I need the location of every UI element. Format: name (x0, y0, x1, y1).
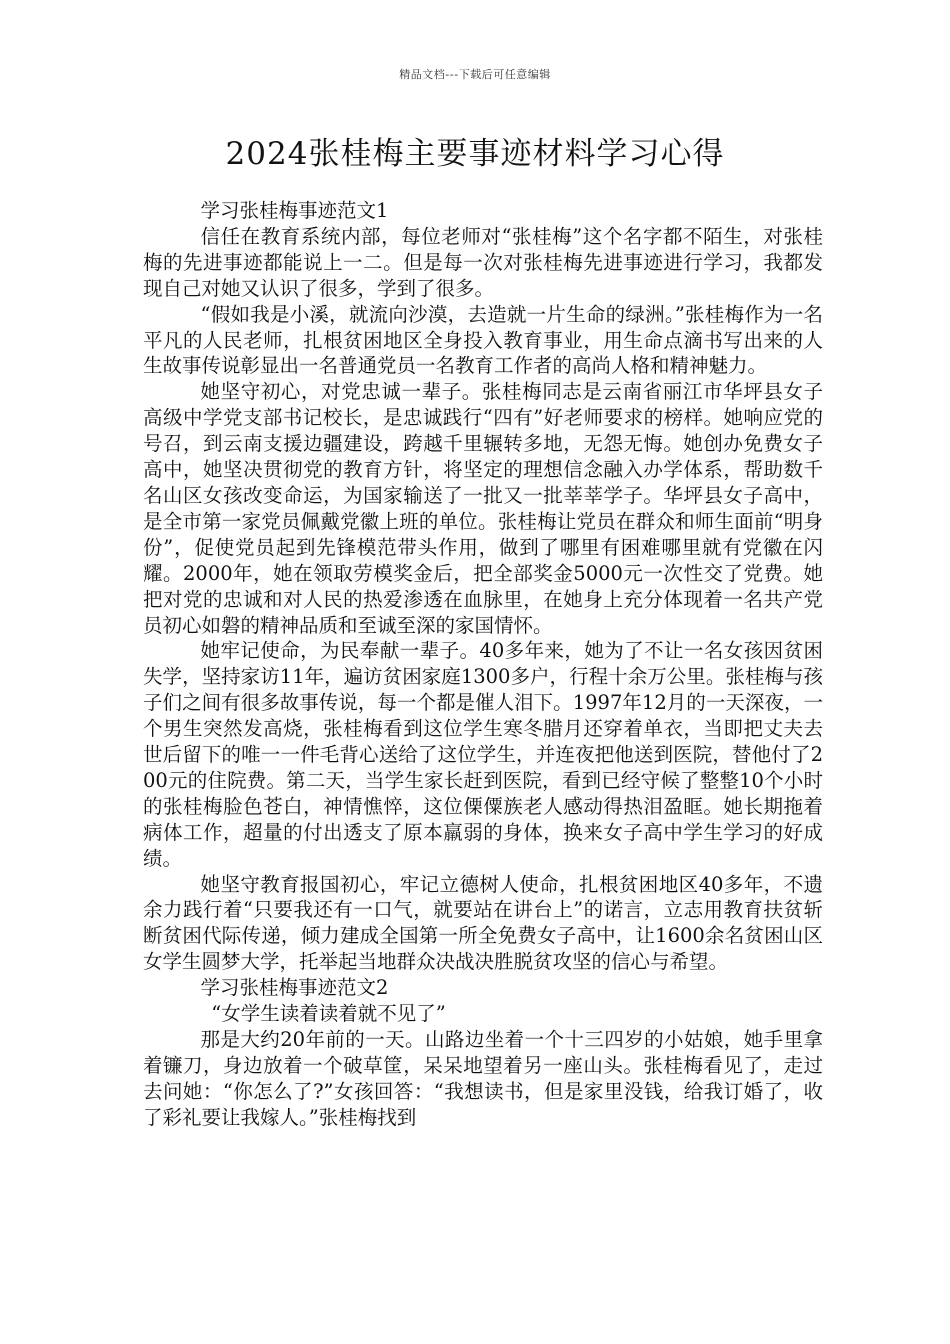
paragraph: 她坚守初心，对党忠诚一辈子。张桂梅同志是云南省丽江市华坪县女子高级中学党支部书记校长，是忠诚践行“四有”好老师要求的榜样。她响应党的号召，到云南支援边疆建设，跨越千里辗转多地，无怨无悔。她创办免费女子高中，她坚决贯彻党的教育方针，将坚定的理想信念融入办学体系，帮助数千名山区女孩改变命运，为国家输送了一批又一批莘莘学子。华坪县女子高中，是全市第一家党员佩戴党徽上班的单位。张桂梅让党员在群众和师生面前“明身份”，促使党员起到先锋模范带头作用，做到了哪里有困难哪里就有党徽在闪耀。2000年，她在领取劳模奖金后，把全部奖金5000元一次性交了党费。她把对党的忠诚和对人民的热爱渗透在血脉里，在她身上充分体现着一名共产党员初心如磐的精神品质和至诚至深的家国情怀。 (143, 380, 823, 637)
paragraph: 她坚守教育报国初心，牢记立德树人使命，扎根贫困地区40多年，不遗余力践行着“只要我还有一口气，就要站在讲台上”的诺言，立志用教育扶贫斩断贫困代际传递，倾力建成全国第一所全免费女子高中，让1600余名贫困山区女学生圆梦大学，托举起当地群众决战决胜脱贫攻坚的信心与希望。 (143, 872, 823, 974)
section-heading-2: 学习张桂梅事迹范文2 (200, 976, 389, 1000)
subheading-quote: “女学生读着读着就不见了” (211, 1002, 446, 1026)
paragraph: 那是大约20年前的一天。山路边坐着一个十三四岁的小姑娘，她手里拿着镰刀，身边放着一个破草筐，呆呆地望着另一座山头。张桂梅看见了，走过去问她：“你怎么了?”女孩回答：“我想读书，但是家里没钱，给我订婚了，收了彩礼要让我嫁人。”张桂梅找到 (143, 1028, 823, 1129)
header-note: 精品文档---下载后可任意编辑 (399, 68, 551, 81)
paragraph: “假如我是小溪，就流向沙漠，去造就一片生命的绿洲。”张桂梅作为一名平凡的人民老师，扎根贫困地区全身投入教育事业，用生命点滴书写出来的人生故事传说彰显出一名普通党员一名教育工作者的高尚人格和精神魅力。 (143, 302, 823, 378)
paragraph: 她牢记使命，为民奉献一辈子。40多年来，她为了不让一名女孩因贫困失学，坚持家访11年，遍访贫困家庭1300多户，行程十余万公里。张桂梅与孩子们之间有很多故事传说，每一个都是催人泪下。1997年12月的一天深夜，一个男生突然发高烧，张桂梅看到这位学生寒冬腊月还穿着单衣，当即把丈夫去世后留下的唯一一件毛背心送给了这位学生，并连夜把他送到医院，替他付了200元的住院费。第二天，当学生家长赶到医院，看到已经守候了整整10个小时的张桂梅脸色苍白，神情憔悴，这位傈僳族老人感动得热泪盈眶。她长期拖着病体工作，超量的付出透支了原本羸弱的身体，换来女子高中学生学习的好成绩。 (143, 639, 823, 870)
document-body (143, 198, 823, 1131)
section-heading-1: 学习张桂梅事迹范文1 (200, 199, 389, 222)
document-title: 2024张桂梅主要事迹材料学习心得 (225, 136, 725, 172)
paragraph: 信任在教育系统内部，每位老师对“张桂梅”这个名字都不陌生，对张桂梅的先进事迹都能说上一二。但是每一次对张桂梅先进事迹进行学习，我都发现自己对她又认识了很多，学到了很多。 (143, 224, 823, 300)
